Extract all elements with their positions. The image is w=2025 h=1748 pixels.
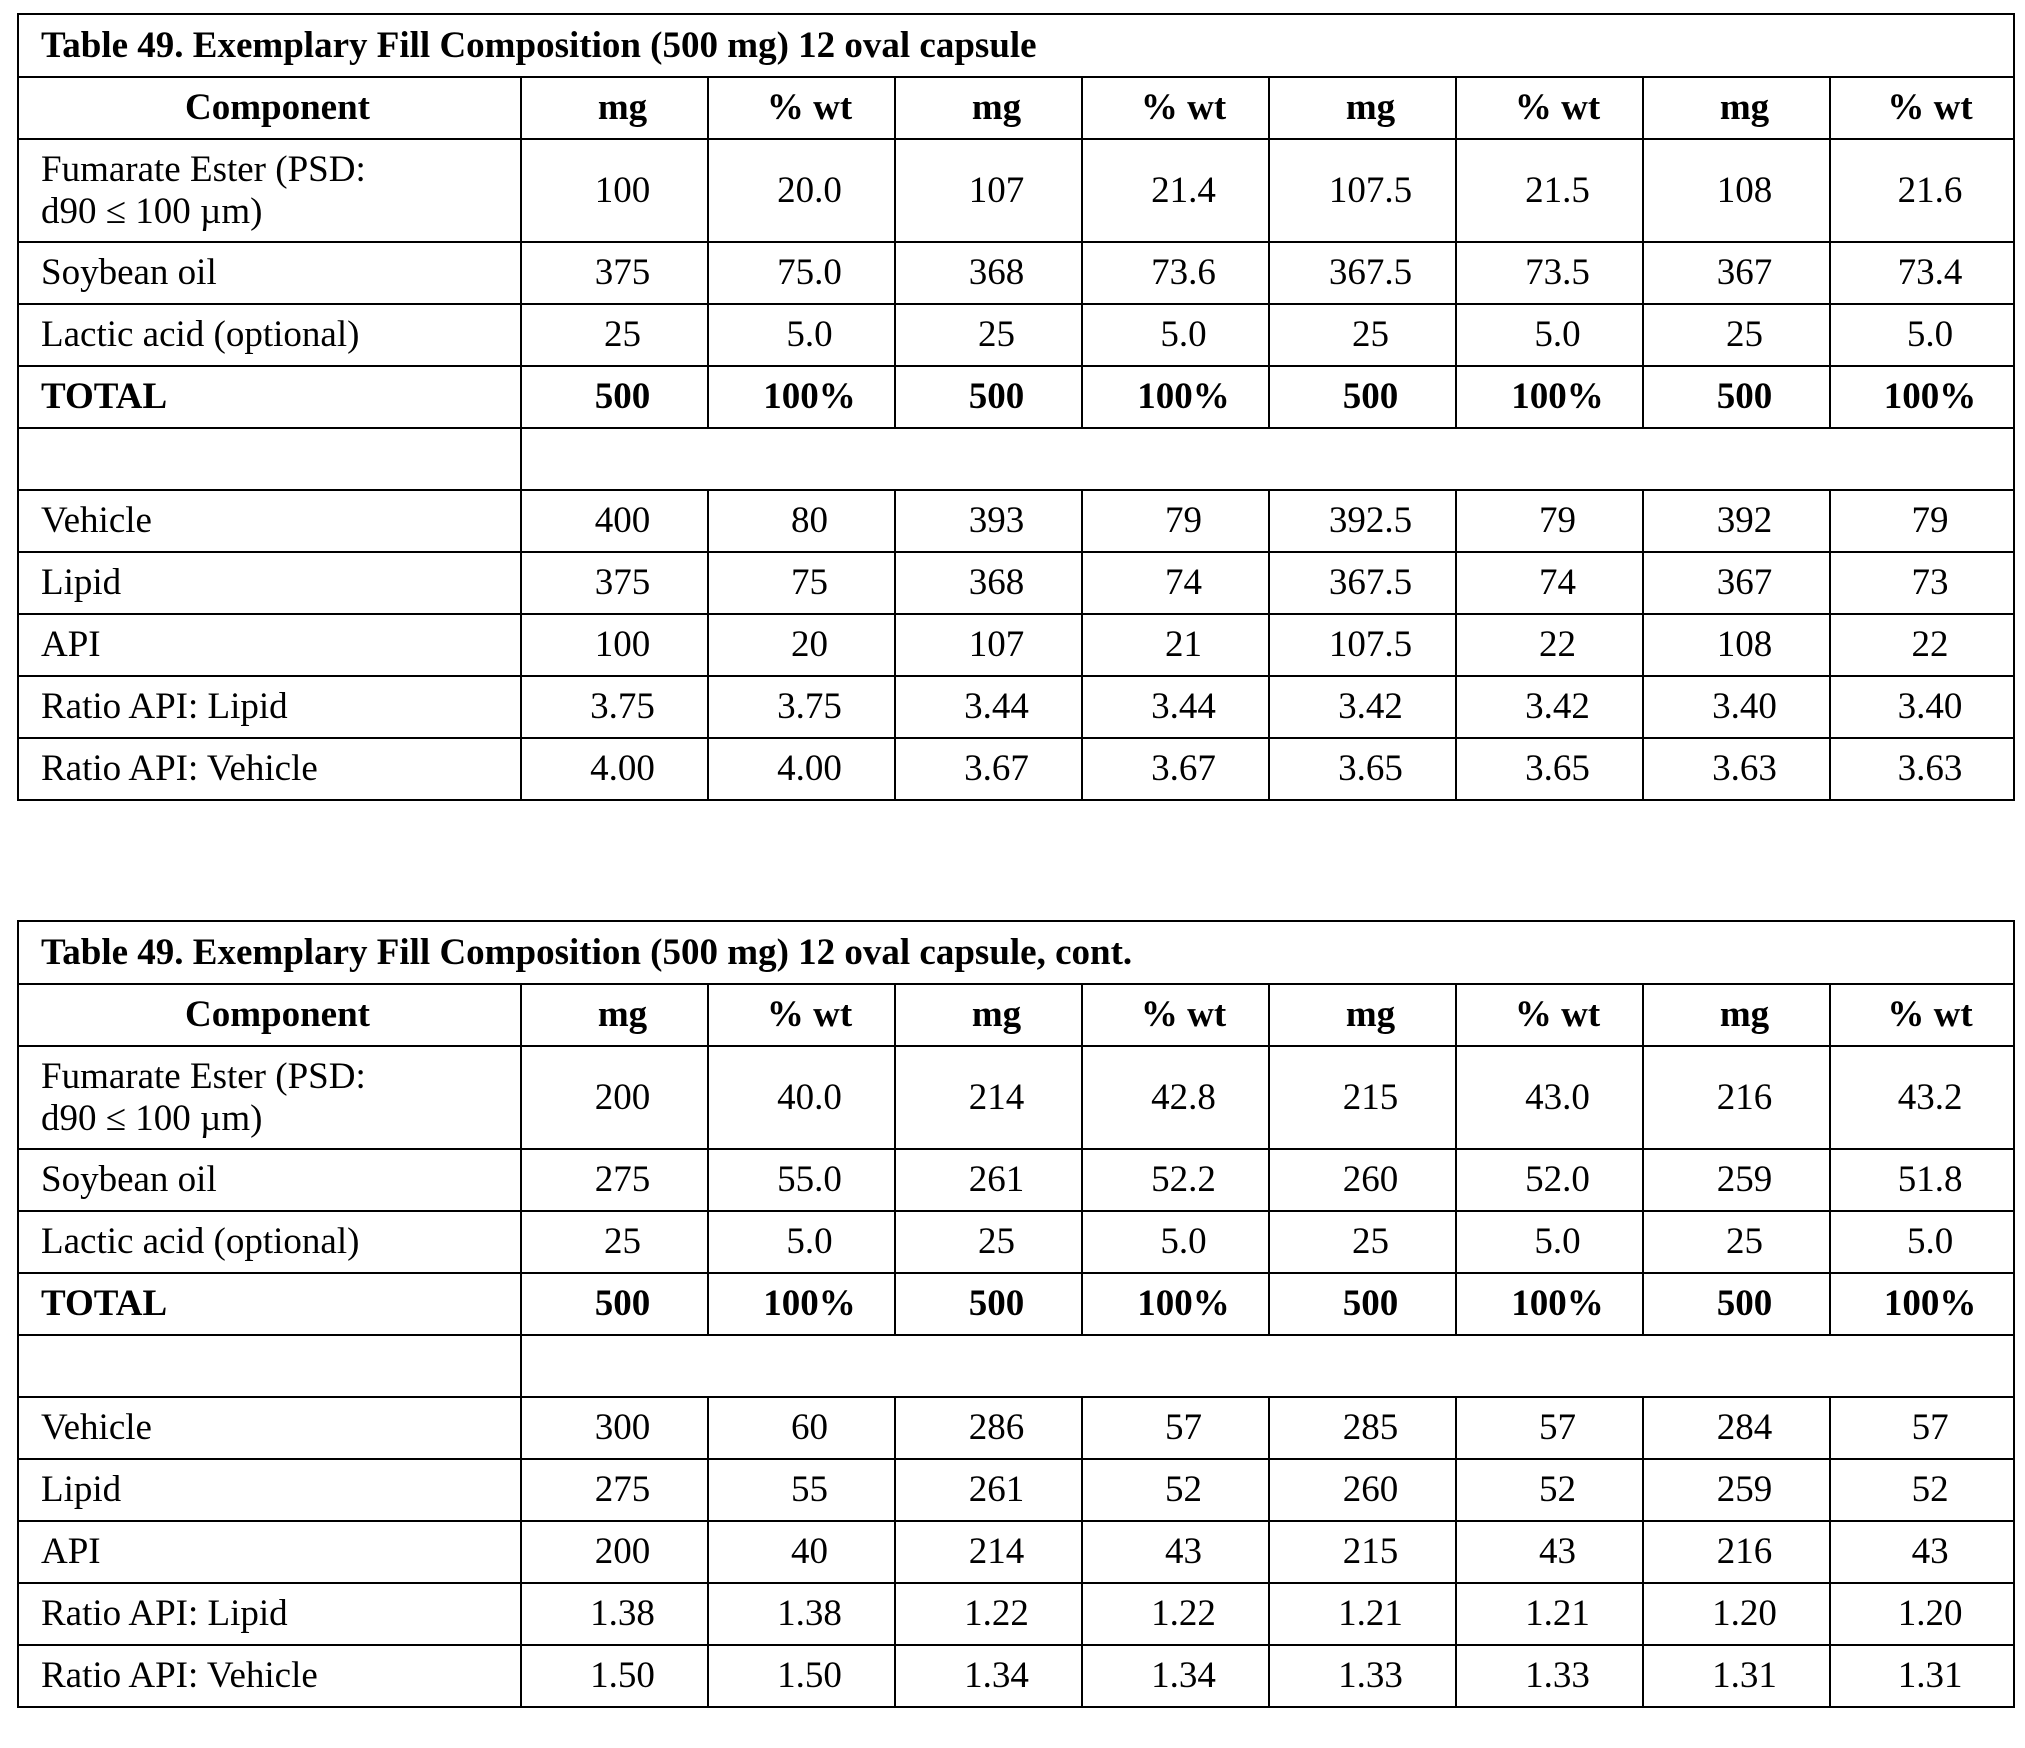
table-cell: 261 (895, 1149, 1082, 1211)
table-cell: 3.75 (708, 676, 895, 738)
table-cell: 5.0 (1082, 304, 1269, 366)
table-cell: 5.0 (1456, 304, 1643, 366)
table-row (18, 242, 2014, 304)
column-header: % wt (708, 984, 895, 1046)
table-cell: 107 (895, 614, 1082, 676)
table-row (18, 366, 2014, 428)
row-label: Soybean oil (18, 242, 521, 304)
row-label: Vehicle (18, 1397, 521, 1459)
table-cell: 1.50 (521, 1645, 708, 1707)
table-cell: 216 (1643, 1046, 1830, 1149)
table-row (18, 139, 2014, 242)
table-cell (521, 428, 2014, 490)
table-cell: 216 (1643, 1521, 1830, 1583)
table-row (18, 1521, 2014, 1583)
table-cell: 75.0 (708, 242, 895, 304)
table-cell: 22 (1456, 614, 1643, 676)
column-header: mg (1643, 984, 1830, 1046)
table-cell: 21.6 (1830, 139, 2014, 242)
column-header: % wt (708, 77, 895, 139)
table-cell: 200 (521, 1046, 708, 1149)
table-cell: 3.44 (895, 676, 1082, 738)
table-title: Table 49. Exemplary Fill Composition (500 mg) 12 oval capsule (18, 14, 2014, 77)
table-cell: 79 (1456, 490, 1643, 552)
table-row (18, 490, 2014, 552)
column-header: mg (521, 984, 708, 1046)
table-cell: 52 (1082, 1459, 1269, 1521)
table-cell: 52 (1830, 1459, 2014, 1521)
table-cell: 500 (521, 366, 708, 428)
table-cell: 73 (1830, 552, 2014, 614)
table-row (18, 304, 2014, 366)
table-cell: 57 (1456, 1397, 1643, 1459)
table-cell (521, 1335, 2014, 1397)
table-row (18, 1397, 2014, 1459)
table-cell: 1.22 (895, 1583, 1082, 1645)
table-cell: 25 (1643, 1211, 1830, 1273)
column-header: % wt (1456, 77, 1643, 139)
row-label: Vehicle (18, 490, 521, 552)
column-header: Component (18, 77, 521, 139)
table-cell: 1.22 (1082, 1583, 1269, 1645)
table-cell: 79 (1830, 490, 2014, 552)
column-header: Component (18, 984, 521, 1046)
table-cell: 3.63 (1830, 738, 2014, 800)
table-cell: 5.0 (708, 304, 895, 366)
column-header: mg (1643, 77, 1830, 139)
column-header: mg (521, 77, 708, 139)
table-cell: 1.21 (1456, 1583, 1643, 1645)
table-row (18, 428, 2014, 490)
row-label: Ratio API: Lipid (18, 1583, 521, 1645)
table-cell: 21 (1082, 614, 1269, 676)
row-label: Lactic acid (optional) (18, 1211, 521, 1273)
table-row (18, 1583, 2014, 1645)
column-header: mg (895, 984, 1082, 1046)
table-row (18, 1645, 2014, 1707)
table-cell: 260 (1269, 1459, 1456, 1521)
table-cell: 1.33 (1269, 1645, 1456, 1707)
table-cell: 57 (1830, 1397, 2014, 1459)
table-cell: 22 (1830, 614, 2014, 676)
table-cell: 100% (1830, 1273, 2014, 1335)
table-cell: 100% (1456, 1273, 1643, 1335)
table-cell: 5.0 (1830, 1211, 2014, 1273)
table-row (18, 1211, 2014, 1273)
table-cell: 25 (895, 1211, 1082, 1273)
row-label: Ratio API: Vehicle (18, 738, 521, 800)
row-label: Ratio API: Vehicle (18, 1645, 521, 1707)
table-cell: 40 (708, 1521, 895, 1583)
table-cell: 100% (1456, 366, 1643, 428)
table-cell: 52.2 (1082, 1149, 1269, 1211)
table-cell: 393 (895, 490, 1082, 552)
table-cell: 73.4 (1830, 242, 2014, 304)
table-cell: 275 (521, 1149, 708, 1211)
table-cell: 52 (1456, 1459, 1643, 1521)
row-label: Soybean oil (18, 1149, 521, 1211)
column-header: % wt (1830, 984, 2014, 1046)
table-cell: 3.67 (895, 738, 1082, 800)
table-cell: 259 (1643, 1149, 1830, 1211)
table-cell: 80 (708, 490, 895, 552)
header-row (18, 77, 2014, 139)
table-cell: 3.40 (1830, 676, 2014, 738)
table-cell: 100 (521, 614, 708, 676)
table-cell: 100% (708, 366, 895, 428)
table-cell: 3.65 (1269, 738, 1456, 800)
table-cell: 60 (708, 1397, 895, 1459)
table-cell: 1.38 (521, 1583, 708, 1645)
table-cell: 43 (1456, 1521, 1643, 1583)
row-label: TOTAL (18, 366, 521, 428)
table-cell: 42.8 (1082, 1046, 1269, 1149)
table-cell: 215 (1269, 1521, 1456, 1583)
table-cell: 3.65 (1456, 738, 1643, 800)
table-cell: 500 (1643, 366, 1830, 428)
column-header: mg (1269, 984, 1456, 1046)
table-cell: 21.4 (1082, 139, 1269, 242)
table-cell: 285 (1269, 1397, 1456, 1459)
table-cell: 375 (521, 552, 708, 614)
table-cell: 500 (895, 366, 1082, 428)
table-cell: 1.20 (1643, 1583, 1830, 1645)
table-cell: 368 (895, 242, 1082, 304)
table-row (18, 614, 2014, 676)
table-cell: 300 (521, 1397, 708, 1459)
table-cell: 500 (895, 1273, 1082, 1335)
table-cell: 52.0 (1456, 1149, 1643, 1211)
table-cell: 3.42 (1269, 676, 1456, 738)
row-label: Ratio API: Lipid (18, 676, 521, 738)
table-cell: 500 (521, 1273, 708, 1335)
table-cell: 20.0 (708, 139, 895, 242)
row-label (18, 428, 521, 490)
row-label: Lactic acid (optional) (18, 304, 521, 366)
table-row (18, 1335, 2014, 1397)
table-cell: 79 (1082, 490, 1269, 552)
table-cell: 368 (895, 552, 1082, 614)
table-cell: 108 (1643, 614, 1830, 676)
row-label: API (18, 1521, 521, 1583)
table-cell: 73.5 (1456, 242, 1643, 304)
table-cell: 108 (1643, 139, 1830, 242)
table-row (18, 738, 2014, 800)
table-cell: 25 (895, 304, 1082, 366)
table-cell: 1.50 (708, 1645, 895, 1707)
table-cell: 43 (1830, 1521, 2014, 1583)
table-row (18, 676, 2014, 738)
table-cell: 367 (1643, 552, 1830, 614)
table-row (18, 1273, 2014, 1335)
table-cell: 375 (521, 242, 708, 304)
table-cell: 200 (521, 1521, 708, 1583)
table-cell: 43.2 (1830, 1046, 2014, 1149)
table-cell: 286 (895, 1397, 1082, 1459)
column-header: mg (1269, 77, 1456, 139)
table-cell: 100% (1082, 1273, 1269, 1335)
table-cell: 100% (1082, 366, 1269, 428)
row-label: Lipid (18, 1459, 521, 1521)
row-label: Fumarate Ester (PSD: d90 ≤ 100 µm) (18, 1046, 521, 1149)
row-label (18, 1335, 521, 1397)
table-cell: 75 (708, 552, 895, 614)
table-cell: 107.5 (1269, 614, 1456, 676)
table-cell: 1.31 (1830, 1645, 2014, 1707)
table-cell: 25 (1269, 1211, 1456, 1273)
table-cell: 284 (1643, 1397, 1830, 1459)
table-cell: 107 (895, 139, 1082, 242)
table-cell: 43.0 (1456, 1046, 1643, 1149)
table-cell: 3.40 (1643, 676, 1830, 738)
table-cell: 1.38 (708, 1583, 895, 1645)
row-label: TOTAL (18, 1273, 521, 1335)
table-cell: 57 (1082, 1397, 1269, 1459)
table-cell: 43 (1082, 1521, 1269, 1583)
table-cell: 367 (1643, 242, 1830, 304)
table-row (18, 1459, 2014, 1521)
table-cell: 5.0 (1456, 1211, 1643, 1273)
table-cell: 3.67 (1082, 738, 1269, 800)
table-cell: 3.42 (1456, 676, 1643, 738)
fill-composition-table-cont (17, 920, 2015, 1708)
column-header: % wt (1082, 984, 1269, 1046)
table-cell: 55.0 (708, 1149, 895, 1211)
column-header: % wt (1456, 984, 1643, 1046)
table-cell: 500 (1643, 1273, 1830, 1335)
table-cell: 275 (521, 1459, 708, 1521)
table-cell: 73.6 (1082, 242, 1269, 304)
column-header: mg (895, 77, 1082, 139)
table-cell: 1.20 (1830, 1583, 2014, 1645)
table-row (18, 552, 2014, 614)
table-cell: 21.5 (1456, 139, 1643, 242)
table-cell: 100% (708, 1273, 895, 1335)
table-cell: 3.44 (1082, 676, 1269, 738)
table-cell: 1.31 (1643, 1645, 1830, 1707)
row-label: Lipid (18, 552, 521, 614)
table-row (18, 1046, 2014, 1149)
table-row (18, 1149, 2014, 1211)
table-cell: 5.0 (708, 1211, 895, 1273)
table-cell: 400 (521, 490, 708, 552)
table-cell: 107.5 (1269, 139, 1456, 242)
table-cell: 500 (1269, 366, 1456, 428)
table-cell: 51.8 (1830, 1149, 2014, 1211)
fill-composition-table (17, 13, 2015, 801)
table-cell: 25 (521, 1211, 708, 1273)
table-title: Table 49. Exemplary Fill Composition (500 mg) 12 oval capsule, cont. (18, 921, 2014, 984)
table-cell: 367.5 (1269, 552, 1456, 614)
table-cell: 500 (1269, 1273, 1456, 1335)
table-cell: 5.0 (1830, 304, 2014, 366)
header-row (18, 984, 2014, 1046)
table-cell: 100% (1830, 366, 2014, 428)
table-cell: 4.00 (521, 738, 708, 800)
table-cell: 20 (708, 614, 895, 676)
table-cell: 40.0 (708, 1046, 895, 1149)
table-cell: 25 (1643, 304, 1830, 366)
table-cell: 214 (895, 1521, 1082, 1583)
table-cell: 260 (1269, 1149, 1456, 1211)
table-cell: 55 (708, 1459, 895, 1521)
table-cell: 4.00 (708, 738, 895, 800)
row-label: Fumarate Ester (PSD: d90 ≤ 100 µm) (18, 139, 521, 242)
table-cell: 261 (895, 1459, 1082, 1521)
table-cell: 392 (1643, 490, 1830, 552)
table-cell: 214 (895, 1046, 1082, 1149)
table-cell: 1.21 (1269, 1583, 1456, 1645)
table-cell: 392.5 (1269, 490, 1456, 552)
table-cell: 25 (1269, 304, 1456, 366)
table-cell: 74 (1082, 552, 1269, 614)
table-cell: 1.34 (895, 1645, 1082, 1707)
table-cell: 25 (521, 304, 708, 366)
column-header: % wt (1082, 77, 1269, 139)
table-cell: 5.0 (1082, 1211, 1269, 1273)
table-cell: 3.75 (521, 676, 708, 738)
table-cell: 3.63 (1643, 738, 1830, 800)
row-label: API (18, 614, 521, 676)
table-cell: 1.34 (1082, 1645, 1269, 1707)
table-cell: 215 (1269, 1046, 1456, 1149)
table-cell: 259 (1643, 1459, 1830, 1521)
table-cell: 367.5 (1269, 242, 1456, 304)
column-header: % wt (1830, 77, 2014, 139)
table-cell: 74 (1456, 552, 1643, 614)
table-cell: 100 (521, 139, 708, 242)
table-cell: 1.33 (1456, 1645, 1643, 1707)
